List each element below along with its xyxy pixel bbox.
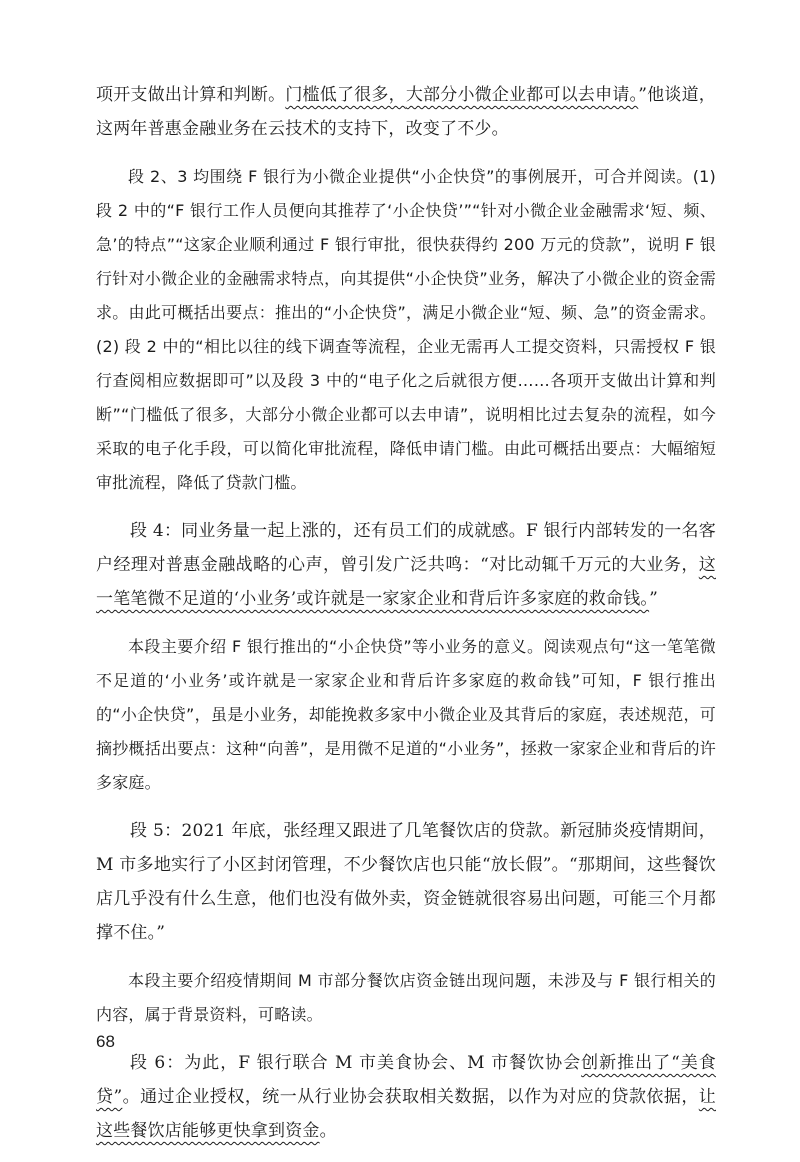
text-segment: 段 6：为此，F 银行联合 M 市美食协会、M 市餐饮协会	[130, 1053, 582, 1073]
analysis-paragraph-1: 段 2、3 均围绕 F 银行为小微企业提供“小企快贷”的事例展开，可合并阅读。(1) 段 2 中的“F 银行工作人员便向其推荐了‘小企快贷’”“针对小微企业金融需求‘短、频、急’的特点”“这家企业顺利通过 F 银行审批，很快获得约 200 万元的贷款”，说明 F 银行针对小微企业的金融需求特点，向其提供“小企快贷”业务，解决了小微企业的资金需求。由此可概括出要点：推出的“小企快贷”，满足小微企业“短、频、急”的资金需求。(2) 段 2 中的“相比以往的线下调查等流程，企业无需再人工提交资料，只需授权 F 银行查阅相应数据即可”以及段 3 中的“电子化之后就很方便……各项开支做出计算和判断”“门槛低了很多，大部分小微企业都可以去申请”，说明相比过去复杂的流程，如今采取的电子化手段，可以简化审批流程，降低申请门槛。由此可概括出要点：大幅缩短审批流程，降低了贷款门槛。	[96, 167, 716, 492]
text-segment: ”	[649, 589, 659, 609]
text-segment: 段 4：同业务量一起上涨的，还有员工们的成就感。F 银行内部转发的一名客户经理对普惠金融战略的心声，曾引发广泛共鸣：“对比动辄千万元的大业务，	[96, 521, 716, 575]
text-segment: 项开支做出计算和判断。	[96, 85, 286, 105]
wavy-underlined-text: 门槛低了很多，	[285, 85, 406, 105]
page-number: 68	[96, 1032, 115, 1051]
wavy-underlined-text: 创新推出了“美食贷”	[96, 1053, 716, 1107]
analysis-paragraph-3: 本段主要介绍疫情期间 M 市部分餐饮店资金链出现问题，未涉及与 F 银行相关的内容，属于背景资料，可略读。	[96, 971, 716, 1024]
paragraph-section-5: 段 5：2021 年底，张经理又跟进了几笔餐饮店的贷款。新冠肺炎疫情期间，M 市多地实行了小区封闭管理，不少餐饮店也只能“放长假”。“那期间，这些餐饮店几乎没有什么生意，他们也没有做外卖，资金链就很容易出问题，可能三个月都撑不住。”	[96, 821, 716, 943]
wavy-underlined-text: 这一笔笔微不足道的‘小业务’或许就是一家家企业和背后许多家庭的救命钱。	[96, 555, 716, 609]
document-body	[96, 78, 716, 1162]
analysis-paragraph-2: 本段主要介绍 F 银行推出的“小企快贷”等小业务的意义。阅读观点句“这一笔笔微不足道的‘小业务’或许就是一家家企业和背后许多家庭的救命钱”可知，F 银行推出的“小企快贷”，虽是小业务，却能挽救多家中小微企业及其背后的家庭，表述规范，可摘抄概括出要点：这种“向善”，是用微不足道的“小业务”，拯救一家家企业和背后的许多家庭。	[96, 637, 716, 792]
wavy-underlined-text: 让这些餐饮店能够更快拿到资金	[96, 1087, 716, 1141]
wavy-underlined-text: 大部分小微企业都可以去申请。	[405, 85, 639, 105]
paragraph-continued-quote	[96, 78, 716, 146]
paragraph-section-6	[96, 1046, 716, 1148]
paragraph-section-4	[96, 514, 716, 616]
text-segment: 。	[319, 1121, 337, 1141]
text-segment: ”他谈道，这两年普惠金融业务在云技术的支持下，改变了不少。	[96, 85, 716, 139]
text-segment: 。通过企业授权，统一从行业协会获取相关数据，以作为对应的贷款依据，	[122, 1087, 699, 1107]
